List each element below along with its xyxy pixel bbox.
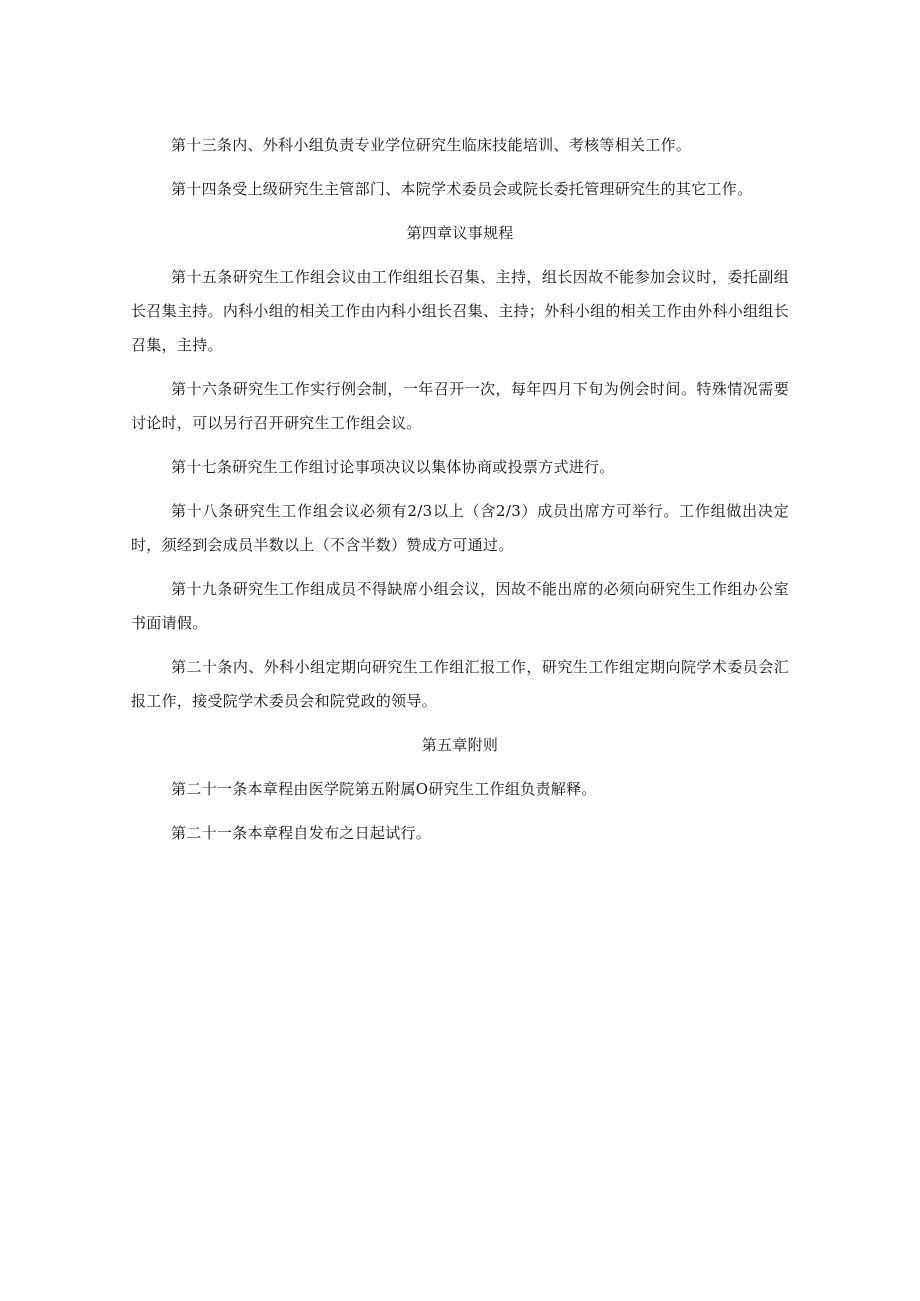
chapter-4-heading: 第四章议事规程 — [406, 224, 514, 242]
article-19: 第十九条研究生工作组成员不得缺席小组会议，因故不能出席的必须向研究生工作组办公室书面请假。 — [131, 580, 789, 632]
article-21-effective-date: 第二十一条本章程自发布之日起试行。 — [171, 824, 432, 842]
chapter-5-heading: 第五章附则 — [421, 736, 499, 754]
article-17: 第十七条研究生工作组讨论事项决议以集体协商或投票方式进行。 — [171, 458, 615, 476]
article-16: 第十六条研究生工作实行例会制，一年召开一次，每年四月下旬为例会时间。特殊情况需要讨论时，可以另行召开研究生工作组会议。 — [131, 380, 789, 432]
article-15: 第十五条研究生工作组会议由工作组组长召集、主持，组长因故不能参加会议时，委托副组长召集主持。内科小组的相关工作由内科小组长召集、主持；外科小组的相关工作由外科小组组长召集，主持。 — [131, 268, 789, 354]
article-13: 第十三条内、外科小组负责专业学位研究生临床技能培训、考核等相关工作。 — [171, 136, 692, 154]
article-18: 第十八条研究生工作组会议必须有2/3以上（含2/3）成员出席方可举行。工作组做出决定时，须经到会成员半数以上（不含半数）赞成方可通过。 — [131, 502, 789, 554]
document-body — [131, 128, 789, 860]
article-20: 第二十条内、外科小组定期向研究生工作组汇报工作，研究生工作组定期向院学术委员会汇报工作，接受院学术委员会和院党政的领导。 — [131, 658, 789, 710]
article-21-interpretation: 第二十一条本章程由医学院第五附属O研究生工作组负责解释。 — [171, 780, 597, 798]
article-14: 第十四条受上级研究生主管部门、本院学术委员会或院长委托管理研究生的其它工作。 — [171, 180, 753, 198]
